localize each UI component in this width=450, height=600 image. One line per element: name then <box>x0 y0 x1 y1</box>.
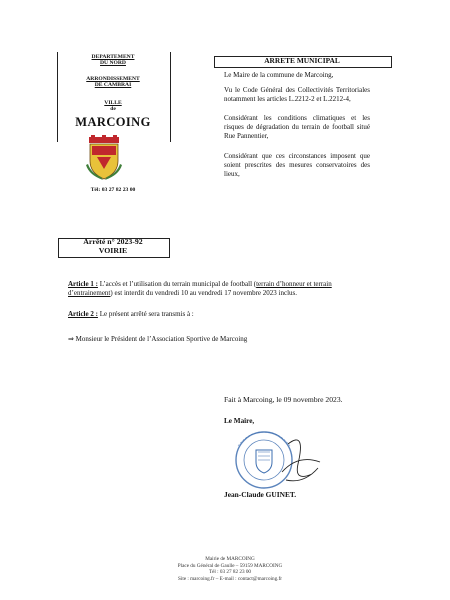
ville-line-1: VILLE <box>104 100 122 106</box>
footer-line-3: Tél : 03 27 82 23 00 <box>208 569 252 575</box>
considerant-paragraph-2: Considérant que ces circonstances imposent que soient prescrites des mesures conservatoires des lieux, <box>224 152 370 178</box>
arrondissement-label <box>57 76 169 88</box>
ville-label <box>57 100 169 112</box>
footer-line-2: Place du Général de Gaulle – 59159 MARCOING <box>177 562 283 569</box>
article-1-label: Article 1 : <box>68 280 98 288</box>
departement-label <box>57 54 169 66</box>
departement-line-1: DEPARTEMENT <box>91 54 135 60</box>
departement-line-2: DU NORD <box>100 60 126 66</box>
article-1-text-start: L’accès et l’utilisation du terrain municipal de football ( <box>97 280 257 288</box>
city-name: MARCOING <box>75 115 151 129</box>
telephone: Tél: 03 27 82 23 00 <box>90 187 136 193</box>
article-1-underlined: terrain d’honneur et terrain d’entrainement <box>68 280 332 297</box>
article-2 <box>68 310 368 319</box>
maire-intro: Le Maire de la commune de Marcoing, <box>224 71 334 79</box>
footer-line-1: Mairie de MARCOING <box>205 556 255 562</box>
coat-of-arms-icon <box>83 135 125 181</box>
arrondissement-line-1: ARRONDISSEMENT <box>86 76 140 82</box>
article-2-text: Le présent arrêté sera transmis à : <box>97 310 194 318</box>
arrete-category: VOIRIE <box>98 245 128 255</box>
signatory-name: Jean-Claude GUINET. <box>224 490 297 499</box>
maire-label: Le Maire, <box>224 417 255 425</box>
arrete-number: Arrêté n° 2023-92 <box>83 237 143 246</box>
article-1-text-end: ) est interdit du vendredi 10 au vendredi 17 novembre 2023 inclus. <box>110 289 297 297</box>
arrete-number-block <box>58 238 168 255</box>
article-2-label: Article 2 : <box>68 310 98 318</box>
fait-line: Fait à Marcoing, le 09 novembre 2023. <box>224 395 343 404</box>
arrondissement-line-2: DE CAMBRAI <box>94 82 132 88</box>
considerant-paragraph-1: Considérant les conditions climatiques et les risques de dégradation du terrain de football situé Rue Pannentier, <box>224 114 370 140</box>
footer-line-4: Site : marcoing.fr – E-mail : contact@marcoing.fr <box>178 575 282 582</box>
arrete-title: ARRETE MUNICIPAL <box>264 56 340 65</box>
ville-line-2: de <box>110 106 116 112</box>
article-1 <box>68 280 368 298</box>
vu-paragraph: Vu le Code Général des Collectivités Territoriales notamment les articles L.2212-2 et L.2212-4, <box>224 86 370 103</box>
recipient-line: ⇒ Monsieur le Président de l’Association Sportive de Marcoing <box>68 335 248 343</box>
